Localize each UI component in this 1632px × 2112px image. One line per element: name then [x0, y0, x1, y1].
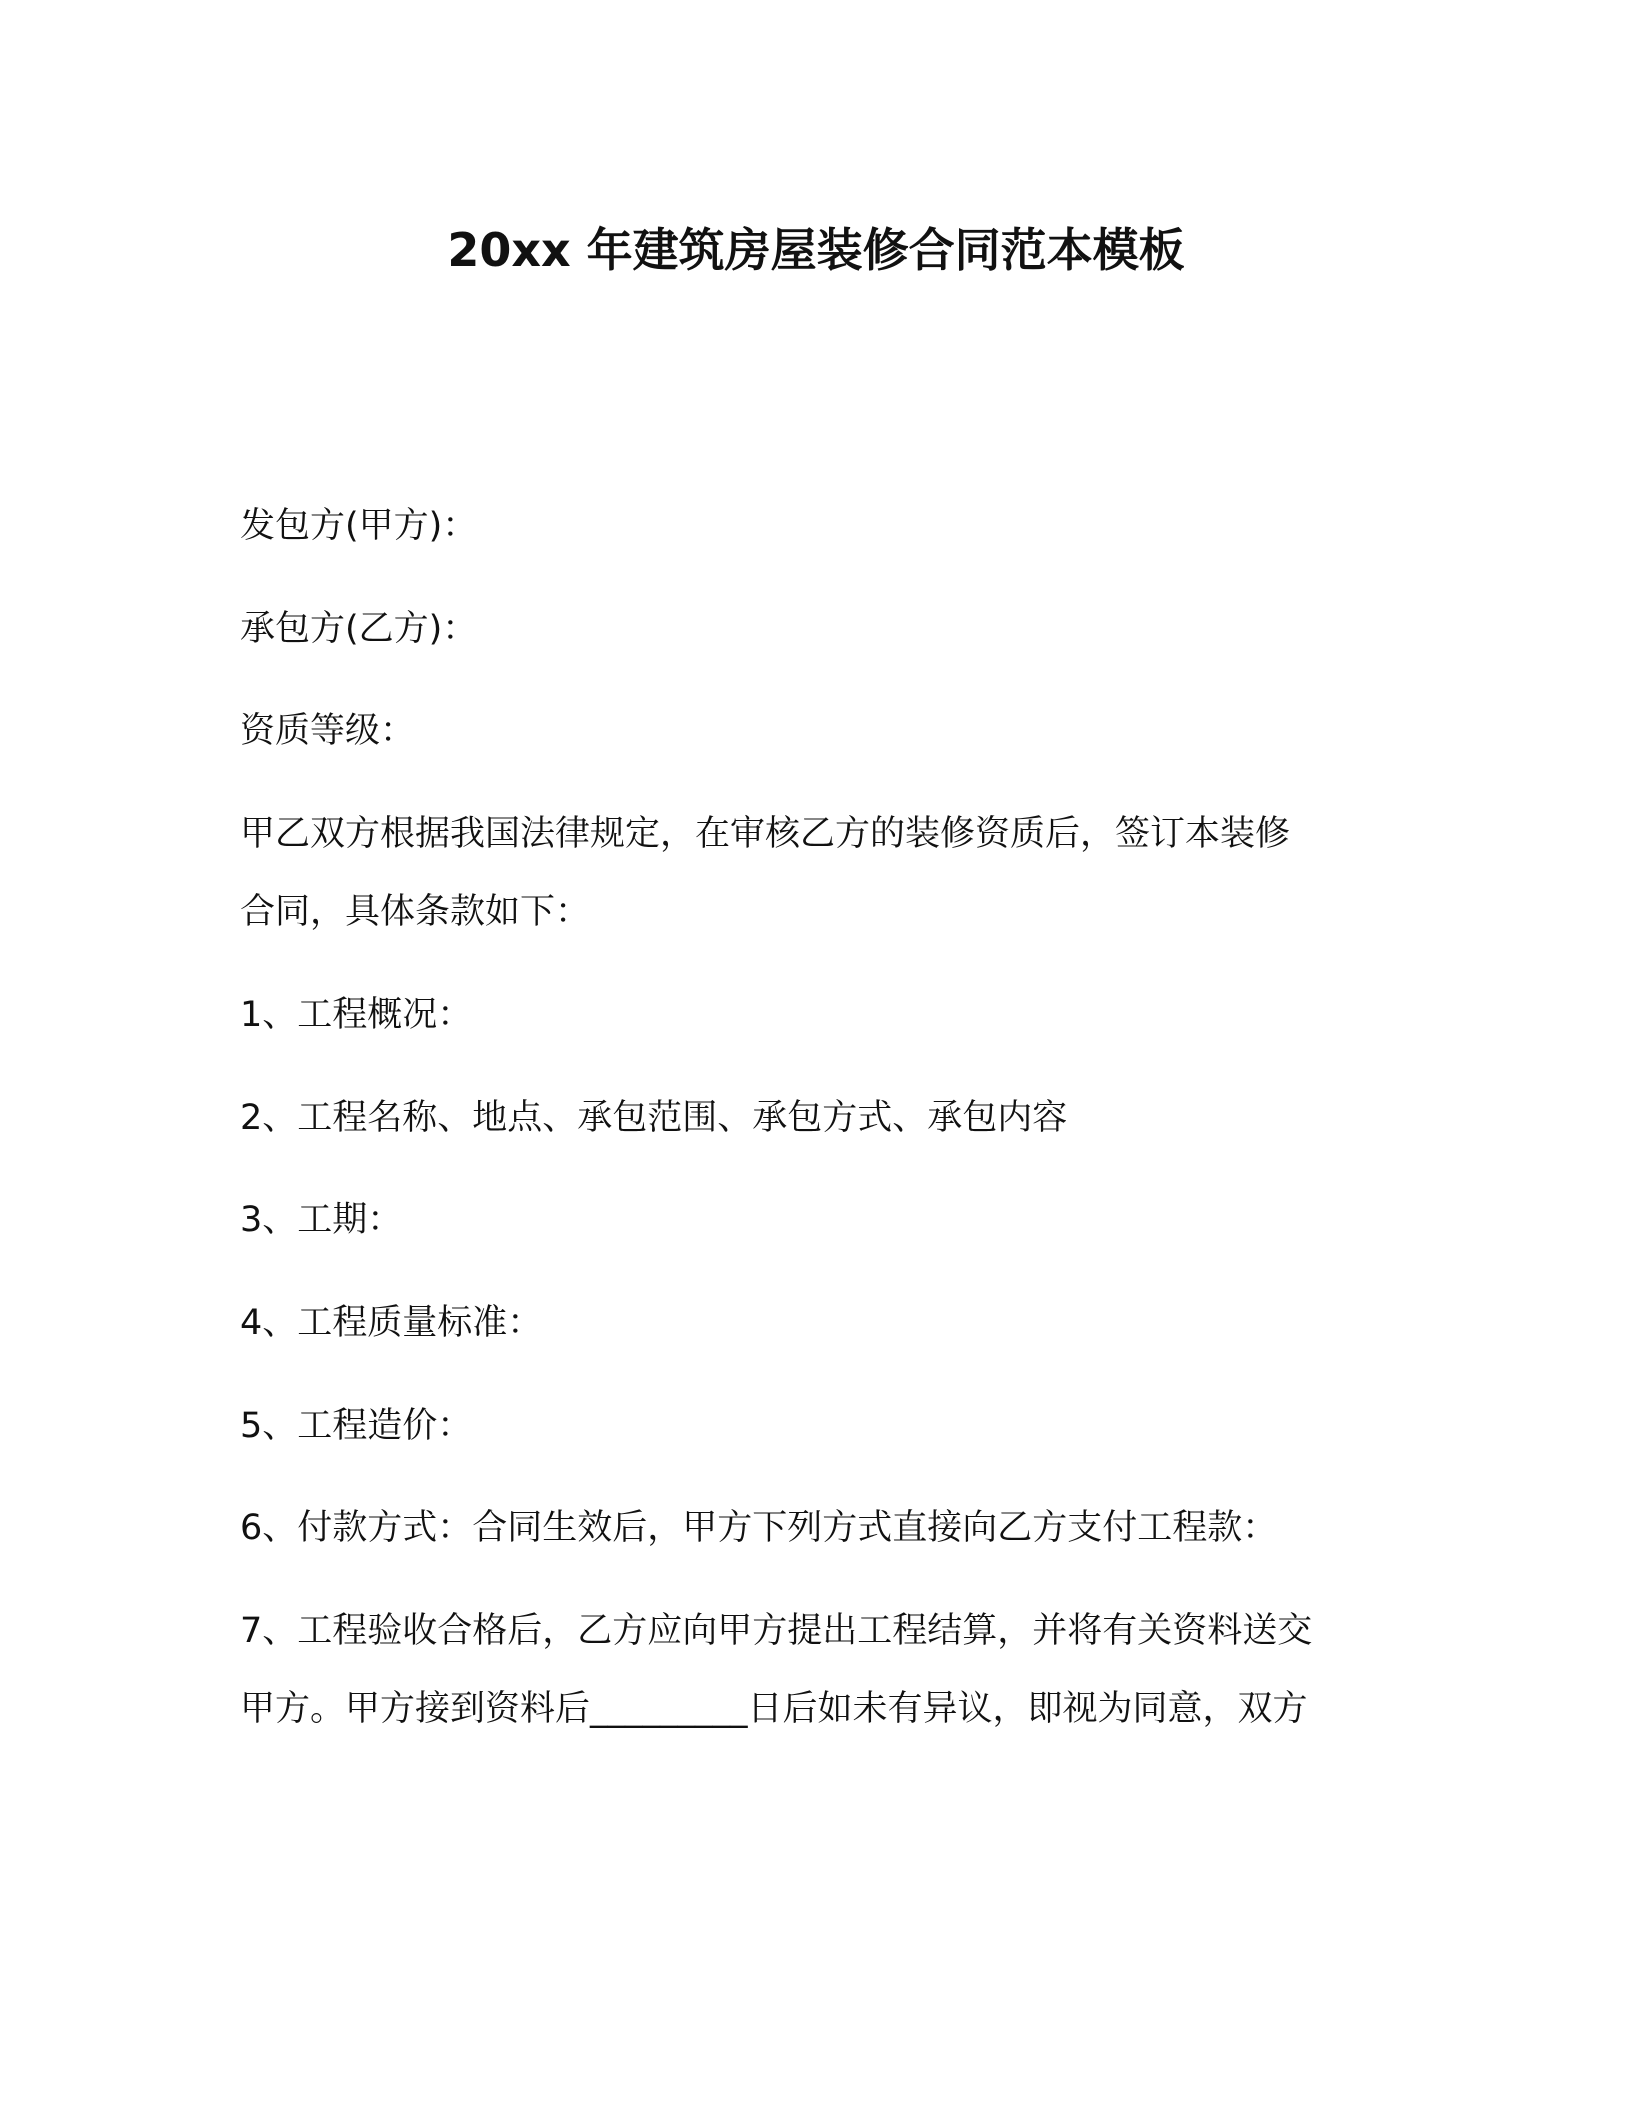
party-b-line: 承包方(乙方)： — [240, 609, 478, 649]
document-title: 20xx 年建筑房屋装修合同范本模板 — [447, 223, 1185, 277]
qualification-line: 资质等级： — [240, 711, 416, 751]
clause-1: 1、工程概况： — [240, 995, 473, 1035]
clause-6: 6、付款方式：合同生效后，甲方下列方式直接向乙方支付工程款： — [240, 1508, 1278, 1548]
intro-paragraph-line-2: 合同，具体条款如下： — [240, 892, 591, 932]
clause-7-line-2: 甲方。甲方接到资料后_________日后如未有异议，即视为同意，双方 — [240, 1689, 1308, 1729]
clause-7-line-1: 7、工程验收合格后，乙方应向甲方提出工程结算，并将有关资料送交 — [240, 1611, 1313, 1651]
clause-2: 2、工程名称、地点、承包范围、承包方式、承包内容 — [240, 1098, 1068, 1138]
clause-3: 3、工期： — [240, 1200, 403, 1240]
clause-5: 5、工程造价： — [240, 1406, 473, 1446]
intro-paragraph-line-1: 甲乙双方根据我国法律规定，在审核乙方的装修资质后，签订本装修 — [240, 814, 1291, 854]
party-a-line: 发包方(甲方)： — [240, 506, 478, 546]
clause-4: 4、工程质量标准： — [240, 1303, 543, 1343]
